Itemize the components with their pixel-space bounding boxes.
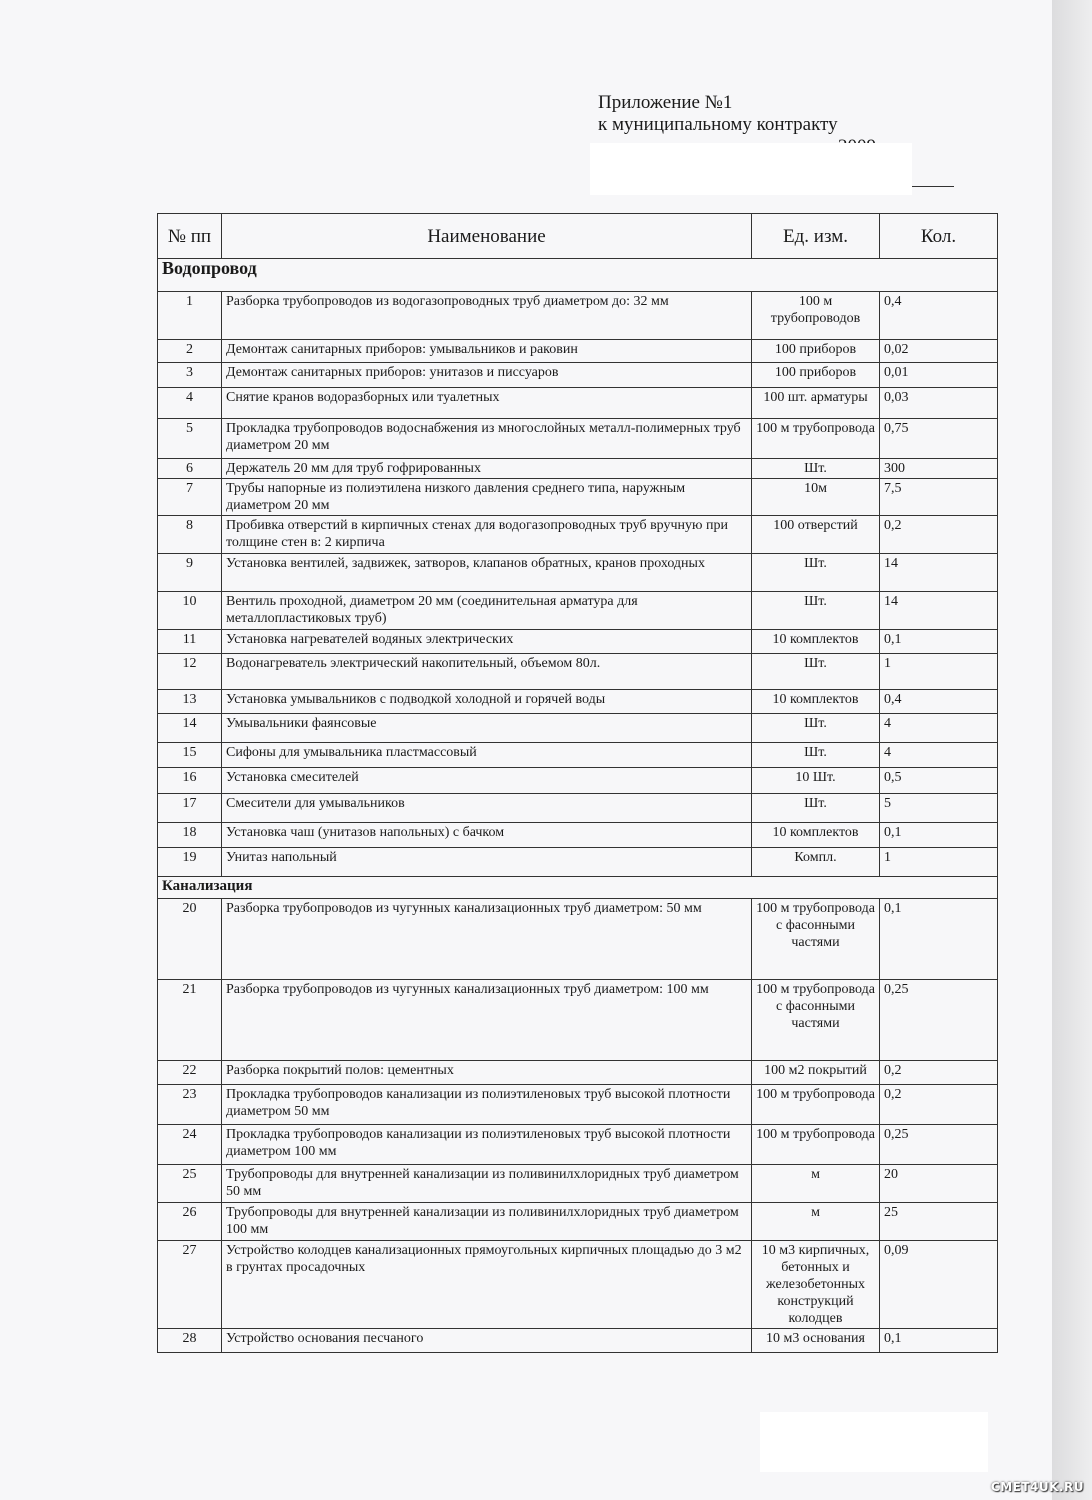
row-name: Держатель 20 мм для труб гофрированных: [222, 459, 752, 479]
row-unit: Шт.: [752, 459, 880, 479]
table-row: [158, 794, 998, 823]
row-name: Установка чаш (унитазов напольных) с бачком: [222, 823, 752, 848]
row-number: 8: [158, 516, 222, 554]
appendix-title: Приложение №1: [598, 92, 733, 113]
row-unit: 10 комплектов: [752, 630, 880, 654]
col-header-name: Наименование: [222, 214, 752, 259]
row-unit: Компл.: [752, 848, 880, 877]
row-name: Установка вентилей, задвижек, затворов, клапанов обратных, кранов проходных: [222, 554, 752, 592]
row-quantity: 0,2: [880, 1085, 998, 1125]
row-quantity: 4: [880, 714, 998, 743]
table-row: [158, 516, 998, 554]
table-row: [158, 690, 998, 714]
row-number: 14: [158, 714, 222, 743]
row-number: 23: [158, 1085, 222, 1125]
row-name: Трубопроводы для внутренней канализации из поливинилхлоридных труб диаметром 50 мм: [222, 1165, 752, 1203]
row-number: 26: [158, 1203, 222, 1241]
row-name: Трубы напорные из полиэтилена низкого давления среднего типа, наружным диаметром 20 мм: [222, 479, 752, 516]
table-row: [158, 554, 998, 592]
table-row: [158, 419, 998, 459]
col-header-unit: Ед. изм.: [752, 214, 880, 259]
redaction-block: [590, 143, 912, 195]
row-name: Разборка покрытий полов: цементных: [222, 1061, 752, 1085]
estimate-table: [157, 213, 998, 1353]
row-name: Пробивка отверстий в кирпичных стенах для водогазопроводных труб вручную при толщине стен в: 2 кирпича: [222, 516, 752, 554]
row-unit: Шт.: [752, 743, 880, 768]
row-quantity: 20: [880, 1165, 998, 1203]
row-number: 1: [158, 292, 222, 340]
table-row: [158, 899, 998, 980]
row-name: Устройство колодцев канализационных прямоугольных кирпичных площадью до 3 м2 в грунтах просадочных: [222, 1241, 752, 1329]
table-row: [158, 1241, 998, 1329]
row-quantity: 0,4: [880, 690, 998, 714]
row-unit: 100 м трубопроводов: [752, 292, 880, 340]
table-row: [158, 592, 998, 630]
row-number: 2: [158, 340, 222, 363]
row-unit: 100 м трубопровода: [752, 1125, 880, 1165]
row-quantity: 0,25: [880, 980, 998, 1061]
table-row: [158, 340, 998, 363]
row-name: Демонтаж санитарных приборов: унитазов и писсуаров: [222, 363, 752, 388]
col-header-number: № пп: [158, 214, 222, 259]
table-row: [158, 1085, 998, 1125]
row-number: 24: [158, 1125, 222, 1165]
row-unit: 10 Шт.: [752, 768, 880, 794]
row-number: 20: [158, 899, 222, 980]
row-number: 22: [158, 1061, 222, 1085]
redaction-block: [760, 1412, 988, 1472]
row-unit: 100 приборов: [752, 340, 880, 363]
row-number: 5: [158, 419, 222, 459]
row-name: Прокладка трубопроводов канализации из полиэтиленовых труб высокой плотности диаметром 50 мм: [222, 1085, 752, 1125]
row-unit: 100 приборов: [752, 363, 880, 388]
row-quantity: 0,2: [880, 516, 998, 554]
table-row: [158, 363, 998, 388]
table-row: [158, 823, 998, 848]
row-unit: 10 м3 основания: [752, 1329, 880, 1353]
row-unit: м: [752, 1165, 880, 1203]
row-quantity: 14: [880, 592, 998, 630]
row-name: Демонтаж санитарных приборов: умывальников и раковин: [222, 340, 752, 363]
row-name: Унитаз напольный: [222, 848, 752, 877]
row-quantity: 0,1: [880, 899, 998, 980]
row-number: 27: [158, 1241, 222, 1329]
row-quantity: 0,01: [880, 363, 998, 388]
row-unit: 100 м трубопровода с фасонными частями: [752, 980, 880, 1061]
row-quantity: 0,1: [880, 630, 998, 654]
row-unit: м: [752, 1203, 880, 1241]
signature-line: [912, 186, 954, 187]
row-number: 12: [158, 654, 222, 690]
row-quantity: 4: [880, 743, 998, 768]
row-number: 9: [158, 554, 222, 592]
section-title-water: Водопровод: [158, 259, 998, 292]
row-unit: 100 м трубопровода с фасонными частями: [752, 899, 880, 980]
row-unit: 10м: [752, 479, 880, 516]
row-quantity: 0,09: [880, 1241, 998, 1329]
table-row: [158, 848, 998, 877]
table-row: [158, 292, 998, 340]
row-quantity: 1: [880, 654, 998, 690]
row-quantity: 0,03: [880, 388, 998, 419]
row-number: 16: [158, 768, 222, 794]
table-body: [158, 259, 998, 1353]
table-row: [158, 1061, 998, 1085]
row-quantity: 5: [880, 794, 998, 823]
section-title-sewer: Канализация: [158, 877, 998, 899]
row-quantity: 0,75: [880, 419, 998, 459]
row-unit: 100 шт. арматуры: [752, 388, 880, 419]
table-row: [158, 768, 998, 794]
table-row: [158, 1203, 998, 1241]
table-row: [158, 1329, 998, 1353]
section-row-sewer: [158, 877, 998, 899]
row-quantity: 0,2: [880, 1061, 998, 1085]
row-name: Вентиль проходной, диаметром 20 мм (соединительная арматура для металлопластиковых труб): [222, 592, 752, 630]
row-quantity: 14: [880, 554, 998, 592]
row-quantity: 1: [880, 848, 998, 877]
table-row: [158, 654, 998, 690]
row-number: 18: [158, 823, 222, 848]
table-row: [158, 714, 998, 743]
row-name: Установка нагревателей водяных электрических: [222, 630, 752, 654]
row-number: 25: [158, 1165, 222, 1203]
row-quantity: 7,5: [880, 479, 998, 516]
row-quantity: 0,1: [880, 1329, 998, 1353]
row-unit: Шт.: [752, 714, 880, 743]
page-edge: [1052, 0, 1092, 1500]
row-number: 17: [158, 794, 222, 823]
row-unit: 100 м трубопровода: [752, 419, 880, 459]
row-unit: 100 м2 покрытий: [752, 1061, 880, 1085]
site-watermark: CMET4UK.RU: [990, 1480, 1084, 1494]
row-unit: 10 комплектов: [752, 690, 880, 714]
row-name: Разборка трубопроводов из чугунных канализационных труб диаметром: 50 мм: [222, 899, 752, 980]
row-number: 7: [158, 479, 222, 516]
table-row: [158, 630, 998, 654]
row-quantity: 0,5: [880, 768, 998, 794]
row-number: 3: [158, 363, 222, 388]
row-unit: 100 м трубопровода: [752, 1085, 880, 1125]
table-header-row: [158, 214, 998, 259]
row-name: Установка смесителей: [222, 768, 752, 794]
table-row: [158, 459, 998, 479]
row-unit: Шт.: [752, 654, 880, 690]
row-name: Прокладка трубопроводов канализации из полиэтиленовых труб высокой плотности диаметром 100 мм: [222, 1125, 752, 1165]
row-unit: Шт.: [752, 592, 880, 630]
table-row: [158, 479, 998, 516]
row-name: Смесители для умывальников: [222, 794, 752, 823]
row-number: 6: [158, 459, 222, 479]
row-unit: Шт.: [752, 794, 880, 823]
table-row: [158, 743, 998, 768]
row-name: Разборка трубопроводов из водогазопроводных труб диаметром до: 32 мм: [222, 292, 752, 340]
row-name: Устройство основания песчаного: [222, 1329, 752, 1353]
table-row: [158, 388, 998, 419]
row-quantity: 300: [880, 459, 998, 479]
row-number: 10: [158, 592, 222, 630]
row-number: 21: [158, 980, 222, 1061]
row-number: 13: [158, 690, 222, 714]
row-quantity: 25: [880, 1203, 998, 1241]
row-number: 28: [158, 1329, 222, 1353]
contract-reference: к муниципальному контракту: [598, 114, 838, 135]
row-quantity: 0,4: [880, 292, 998, 340]
table-row: [158, 1165, 998, 1203]
section-row-water: [158, 259, 998, 292]
row-name: Умывальники фаянсовые: [222, 714, 752, 743]
table-row: [158, 980, 998, 1061]
row-quantity: 0,1: [880, 823, 998, 848]
row-number: 4: [158, 388, 222, 419]
row-unit: 10 м3 кирпичных, бетонных и железобетонных конструкций колодцев: [752, 1241, 880, 1329]
row-name: Снятие кранов водоразборных или туалетных: [222, 388, 752, 419]
col-header-qty: Кол.: [880, 214, 998, 259]
row-name: Установка умывальников с подводкой холодной и горячей воды: [222, 690, 752, 714]
row-number: 11: [158, 630, 222, 654]
row-number: 19: [158, 848, 222, 877]
row-name: Трубопроводы для внутренней канализации из поливинилхлоридных труб диаметром 100 мм: [222, 1203, 752, 1241]
row-name: Разборка трубопроводов из чугунных канализационных труб диаметром: 100 мм: [222, 980, 752, 1061]
row-quantity: 0,02: [880, 340, 998, 363]
row-name: Прокладка трубопроводов водоснабжения из многослойных металл-полимерных труб диаметром 20 мм: [222, 419, 752, 459]
row-unit: Шт.: [752, 554, 880, 592]
row-quantity: 0,25: [880, 1125, 998, 1165]
table-row: [158, 1125, 998, 1165]
row-number: 15: [158, 743, 222, 768]
row-unit: 100 отверстий: [752, 516, 880, 554]
row-name: Сифоны для умывальника пластмассовый: [222, 743, 752, 768]
row-name: Водонагреватель электрический накопительный, объемом 80л.: [222, 654, 752, 690]
row-unit: 10 комплектов: [752, 823, 880, 848]
